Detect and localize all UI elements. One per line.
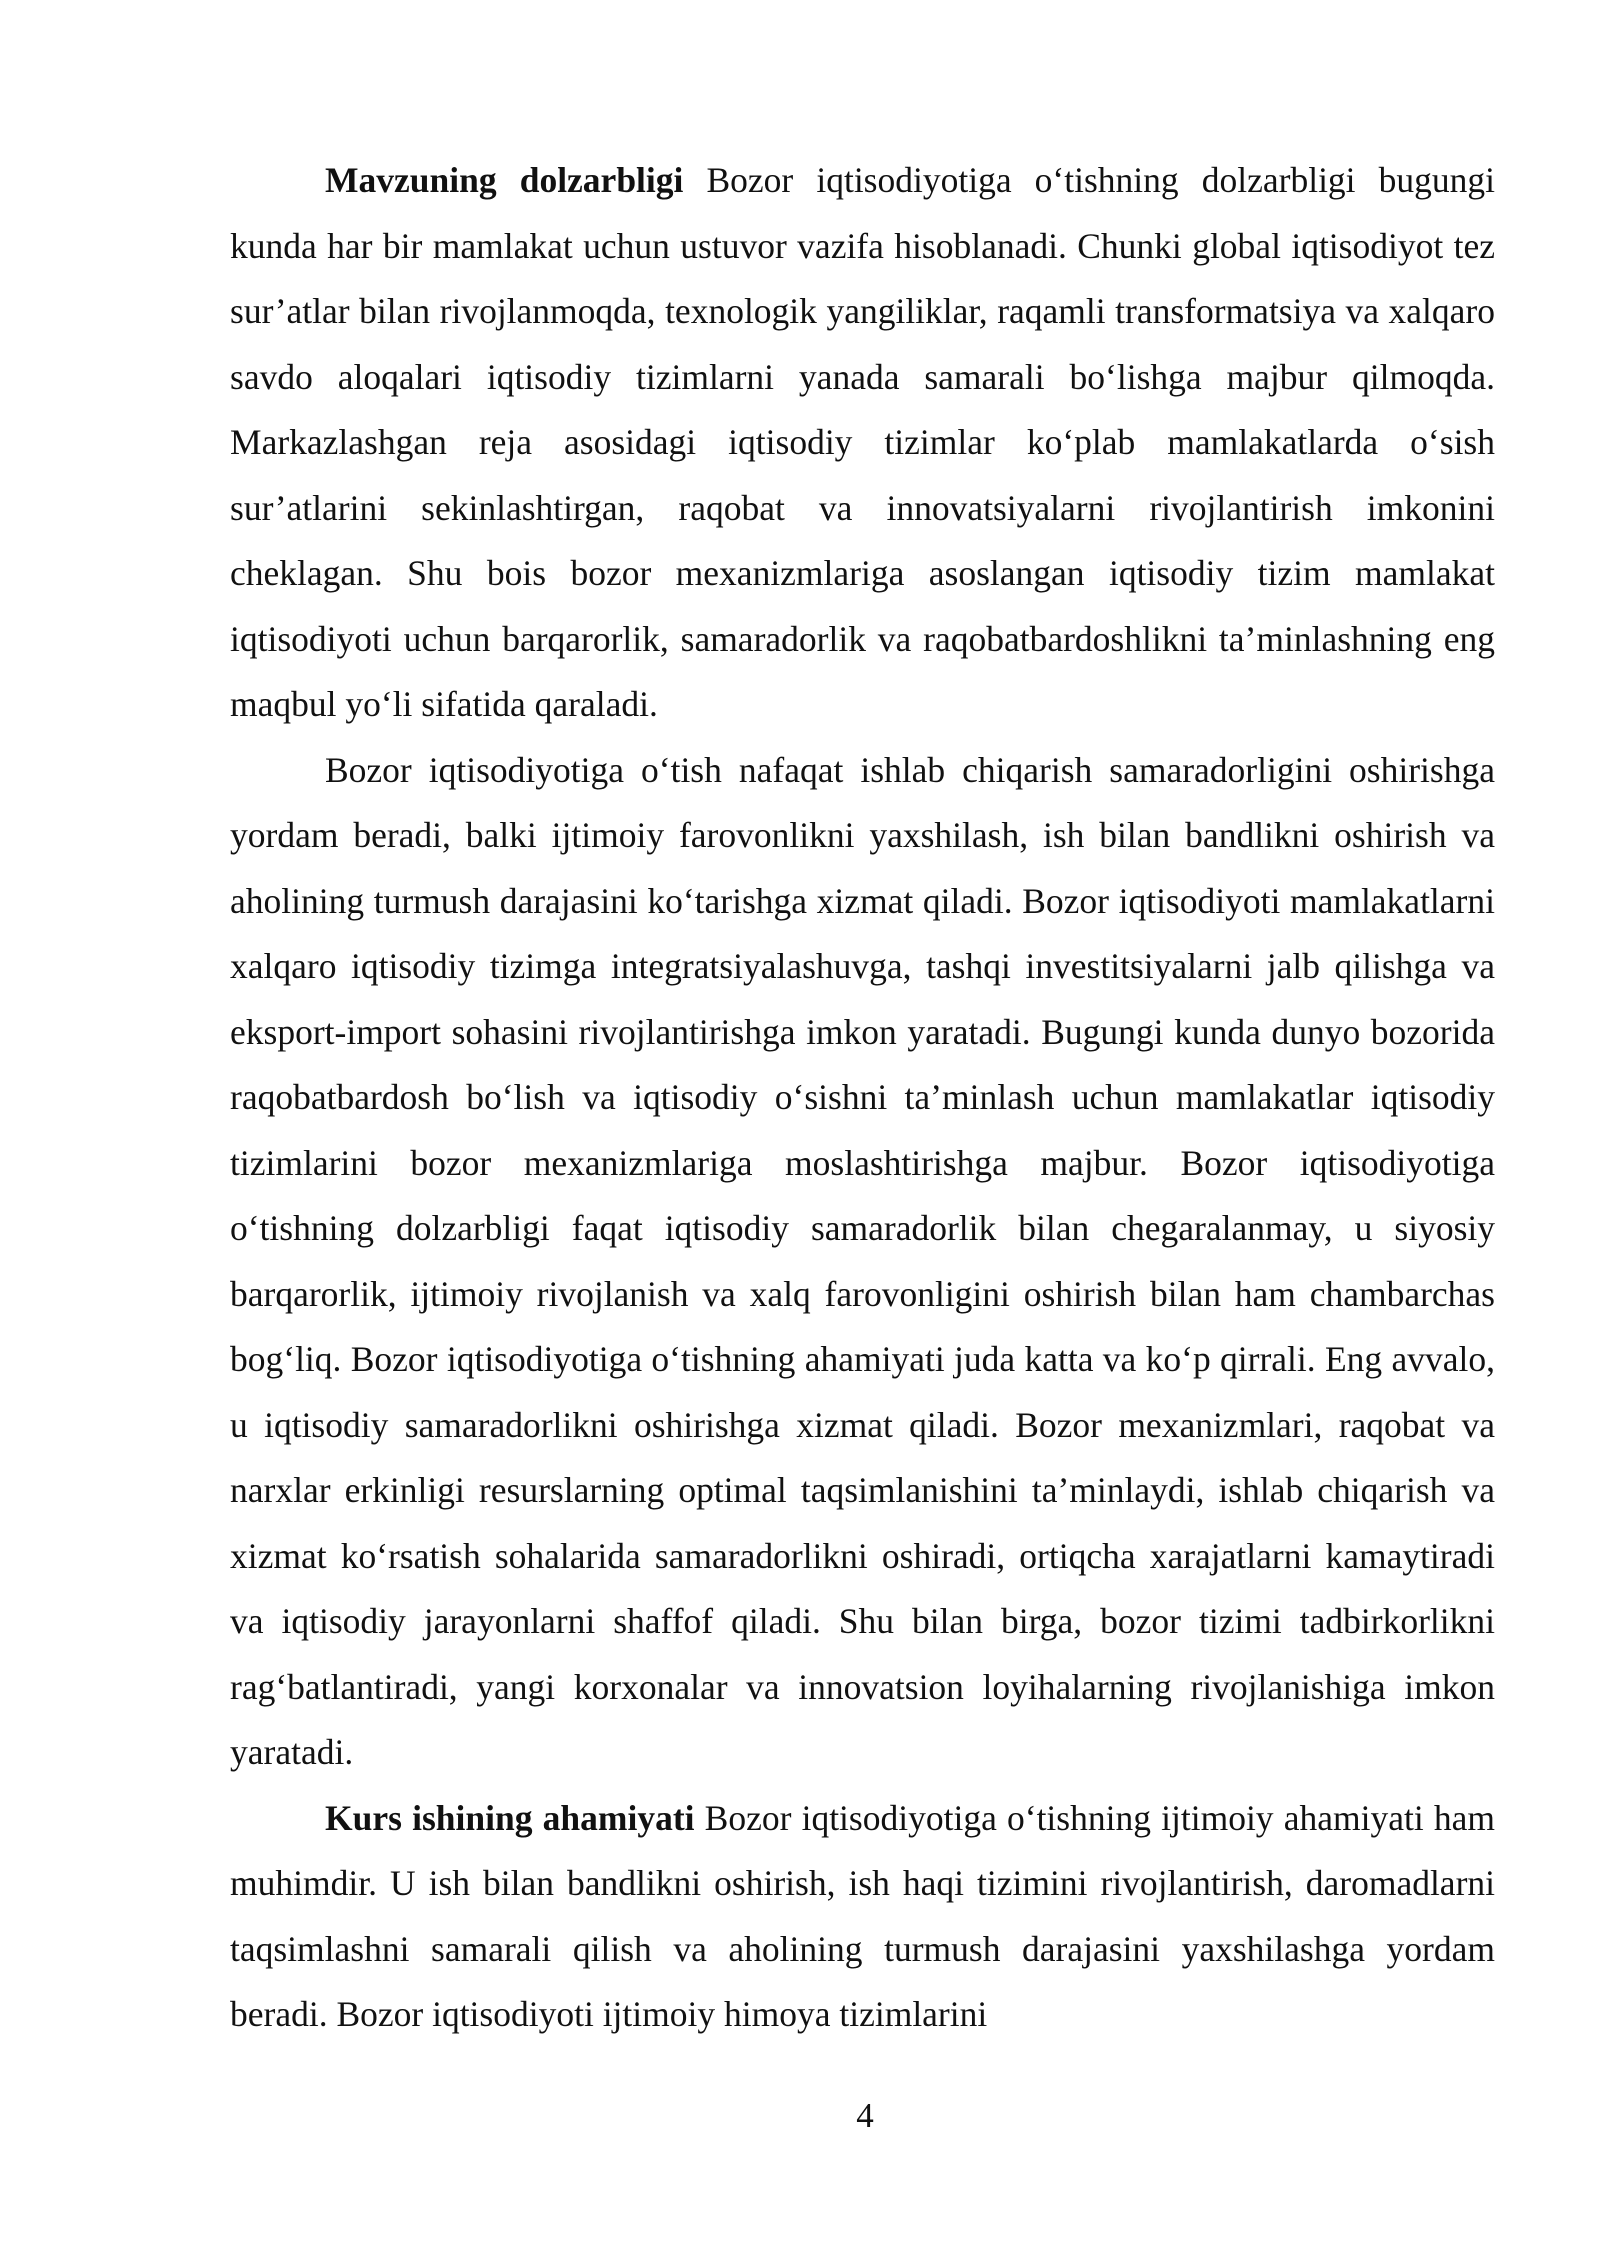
significance-heading: Kurs ishining ahamiyati (325, 1797, 695, 1838)
paragraph-market-transition (230, 738, 1495, 1786)
significance-text: Bozor iqtisodiyotiga o‘tishning ijtimoiy ahamiyati ham muhimdir. U ish bilan bandlikni oshirish, ish haqi tizimini rivojlantirish, daromadlarni taqsimlashni samarali qilish va aholining turmush darajasini yaxshilashga yordam beradi. Bozor iqtisodiyoti ijtimoiy himoya tizimlarini (230, 1797, 1495, 2034)
relevance-text: Bozor iqtisodiyotiga o‘tishning dolzarbligi bugungi kunda har bir mamlakat uchun ustuvor vazifa hisoblanadi. Chunki global iqtisodiyot tez sur’atlar bilan rivojlanmoqda, texnologik yangiliklar, raqamli transformatsiya va xalqaro savdo aloqalari iqtisodiy tizimlarni yanada samarali bo‘lishga majbur qilmoqda. Markazlashgan reja asosidagi iqtisodiy tizimlar ko‘plab mamlakatlarda o‘sish sur’atlarini sekinlashtirgan, raqobat va innovatsiyalarni rivojlantirish imkonini cheklagan. Shu bois bozor mexanizmlariga asoslangan iqtisodiy tizim mamlakat iqtisodiyoti uchun barqarorlik, samaradorlik va raqobatbardoshlikni ta’minlashning eng maqbul yo‘li sifatida qaraladi. (230, 160, 1495, 724)
paragraph-relevance (230, 148, 1495, 738)
document-page (230, 148, 1495, 2048)
market-transition-text: Bozor iqtisodiyotiga o‘tish nafaqat ishlab chiqarish samaradorligini oshirishga yordam beradi, balki ijtimoiy farovonlikni yaxshilash, ish bilan bandlikni oshirish va aholining turmush darajasini ko‘tarishga xizmat qiladi. Bozor iqtisodiyoti mamlakatlarni xalqaro iqtisodiy tizimga integratsiyalashuvga, tashqi investitsiyalarni jalb qilishga va eksport-import sohasini rivojlantirishga imkon yaratadi. Bugungi kunda dunyo bozorida raqobatbardosh bo‘lish va iqtisodiy o‘sishni ta’minlash uchun mamlakatlar iqtisodiy tizimlarini bozor mexanizmlariga moslashtirishga majbur. Bozor iqtisodiyotiga o‘tishning dolzarbligi faqat iqtisodiy samaradorlik bilan chegaralanmay, u siyosiy barqarorlik, ijtimoiy rivojlanish va xalq farovonligini oshirish bilan ham chambarchas bog‘liq. Bozor iqtisodiyotiga o‘tishning ahamiyati juda katta va ko‘p qirrali. Eng avvalo, u iqtisodiy samaradorlikni oshirishga xizmat qiladi. Bozor mexanizmlari, raqobat va narxlar erkinligi resurslarning optimal taqsimlanishini ta’minlaydi, ishlab chiqarish va xizmat ko‘rsatish sohalarida samaradorlikni oshiradi, ortiqcha xarajatlarni kamaytiradi va iqtisodiy jarayonlarni shaffof qiladi. Shu bilan birga, bozor tizimi tadbirkorlikni rag‘batlantiradi, yangi korxonalar va innovatsion loyihalarning rivojlanishiga imkon yaratadi. (230, 749, 1495, 1772)
paragraph-significance (230, 1786, 1495, 2048)
page-number: 4 (856, 2096, 874, 2135)
relevance-heading: Mavzuning dolzarbligi (325, 160, 684, 200)
